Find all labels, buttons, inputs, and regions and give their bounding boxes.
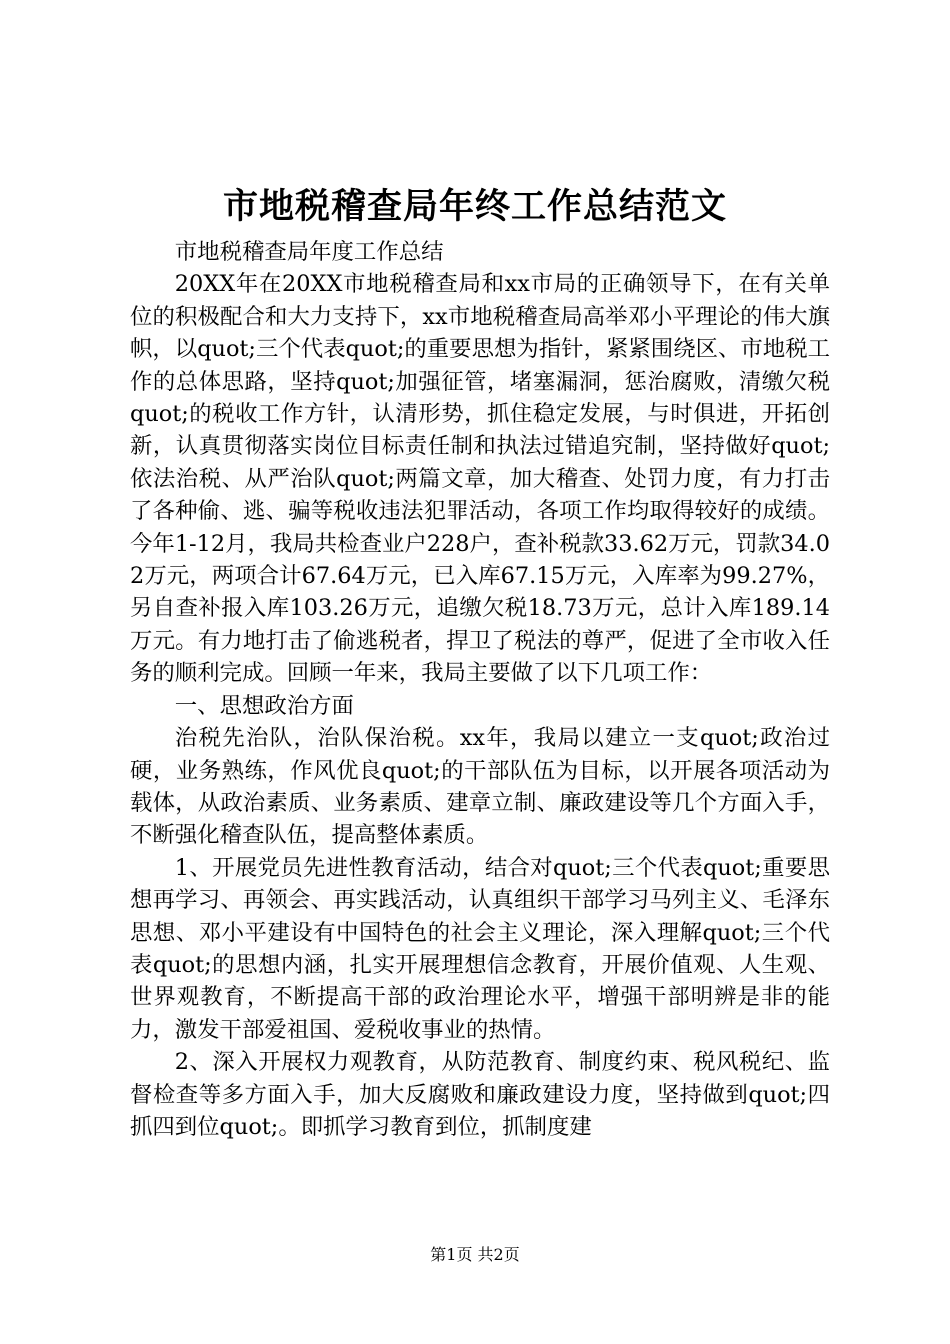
paragraph-item-1: 1、开展党员先进性教育活动，结合对quot;三个代表quot;重要思想再学习、再领会、再实践活动，认真组织干部学习马列主义、毛泽东思想、邓小平建设有中国特色的社会主义理论，深入理解quot;三个代表quot;的思想内涵，扎实开展理想信念教育，开展价值观、人生观、世界观教育，不断提高干部的政治理论水平，增强干部明辨是非的能力，激发干部爱祖国、爱税收事业的热情。: [130, 854, 830, 1043]
page-number-footer: 第1页 共2页: [430, 1245, 520, 1264]
paragraph-intro: 20XX年在20XX市地税稽查局和xx市局的正确领导下，在有关单位的积极配合和大力支持下，xx市地税稽查局高举邓小平理论的伟大旗帜，以quot;三个代表quot;的重要思想为指针，紧紧围绕区、市地税工作的总体思路，坚持quot;加强征管，堵塞漏洞，惩治腐败，清缴欠税quot;的税收工作方针，认清形势，抓住稳定发展，与时俱进，开拓创新，认真贯彻落实岗位目标责任制和执法过错追究制，坚持做好quot;依法治税、从严治队quot;两篇文章，加大稽查、处罚力度，有力打击了各种偷、逃、骗等税收违法犯罪活动，各项工作均取得较好的成绩。今年1-12月，我局共检查业户228户，查补税款33.62万元，罚款34.02万元，两项合计67.64万元，已入库67.15万元，入库率为99.27%，另自查补报入库103.26万元，追缴欠税18.73万元，总计入库189.14万元。有力地打击了偷逃税者，捍卫了税法的尊严，促进了全市收入任务的顺利完成。回顾一年来，我局主要做了以下几项工作：: [130, 271, 830, 687]
section-heading-ideology: 一、思想政治方面: [174, 692, 354, 719]
document-title: 市地税稽查局年终工作总结范文: [222, 186, 727, 227]
paragraph-subtitle: 市地税稽查局年度工作总结: [174, 239, 444, 265]
document-body: [130, 236, 830, 1143]
paragraph-ideology: 治税先治队，治队保治税。xx年，我局以建立一支quot;政治过硬，业务熟练，作风优良quot;的干部队伍为目标，以开展各项活动为载体，从政治素质、业务素质、建章立制、廉政建设等几个方面入手，不断强化稽查队伍，提高整体素质。: [130, 725, 830, 849]
paragraph-item-2: 2、深入开展权力观教育，从防范教育、制度约束、税风税纪、监督检查等多方面入手，加大反腐败和廉政建设力度，坚持做到quot;四抓四到位quot;。即抓学习教育到位，抓制度建: [130, 1049, 830, 1140]
